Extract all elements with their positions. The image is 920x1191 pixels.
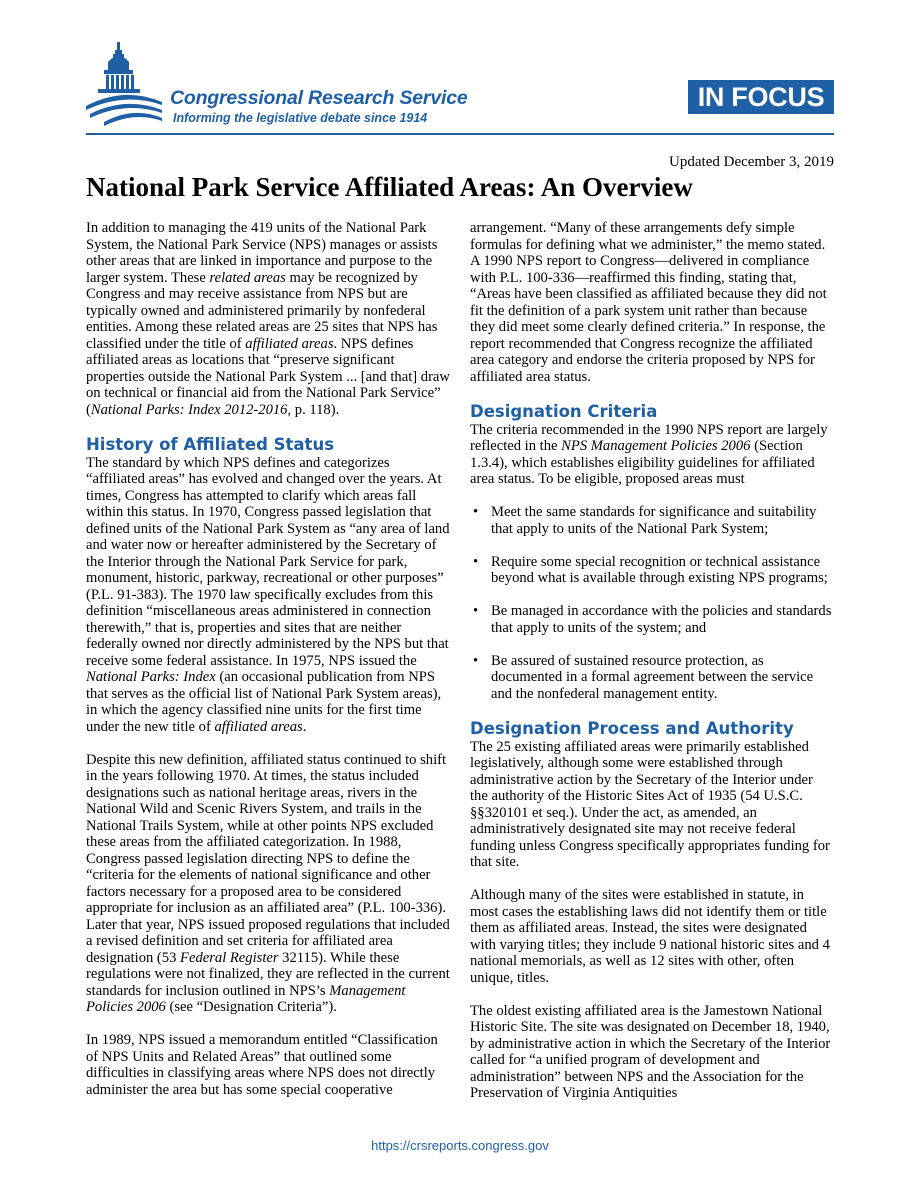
header-rule [86, 133, 834, 135]
history-paragraph-1: The standard by which NPS defines and categorizes “affiliated areas” has evolved and changed over the years. At times, Congress has attempted to clarify which areas fall within this status. In 1970, Congress passed legislation that defined units of the National Park System as “any area of land and water now or hereafter administered by the Secretary of the Interior through the National Park Service for park, monument, historic, parkway, recreational or other purposes” (P.L. 91-383). The 1970 law specifically excludes from this definition “miscellaneous areas administered in connection therewith,” that is, properties and sites that are neither federally owned nor directly administered by the NPS but that receive some federal assistance. In 1975, NPS issued the National Parks: Index (an occasional publication from NPS that serves as the official list of National Park System areas), in which the agency classified nine units for the first time under the new title of affiliated areas. [86, 454, 450, 735]
right-column [470, 220, 834, 1102]
capitol-dome-icon [84, 40, 166, 128]
org-tagline: Informing the legislative debate since 1914 [173, 111, 428, 125]
history-heading: History of Affiliated Status [86, 434, 335, 454]
process-heading: Designation Process and Authority [470, 718, 794, 738]
footer-url-link[interactable]: https://crsreports.congress.gov [371, 1138, 549, 1153]
list-item: • Meet the same standards for significance and suitability that apply to units of the National Park System; [473, 504, 817, 537]
process-paragraph-3: The oldest existing affiliated area is the Jamestown National Historic Site. The site was designated on December 18, 1940, by administrative action in which the Secretary of the Interior called for “a unified program of development and administration” between NPS and the Association for the Preservation of Virginia Antiquities [470, 1002, 831, 1101]
history-paragraph-2: Despite this new definition, affiliated status continued to shift in the years following 1970. At times, the status included designations such as national heritage areas, rivers in the National Wild and Scenic Rivers System, and trails in the National Trails System, while at other points NPS excluded these areas from the affiliated categorization. In 1988, Congress passed legislation directing NPS to define the “criteria for the elements of national significance and other factors necessary for a proposed area to be considered appropriate for inclusion as an affiliated area” (P.L. 100-336). Later that year, NPS issued proposed regulations that included a revised definition and set criteria for affiliated area designation (53 Federal Register 32115). While these regulations were not finalized, they are reflected in the current standards for inclusion outlined in NPS’s Management Policies 2006 (see “Designation Criteria”). [86, 751, 450, 1015]
org-name: Congressional Research Service [170, 87, 468, 109]
left-column [86, 220, 452, 1098]
bullet-icon: • [473, 652, 479, 669]
process-paragraph-2: Although many of the sites were established in statute, in most cases the establishing laws did not identify them or title them as affiliated areas. Instead, the sites were designated with varying titles; they include 9 national historic sites and 4 national memorials, as well as 12 sites with other, often unique, titles. [470, 887, 830, 986]
continued-paragraph: arrangement. “Many of these arrangements defy simple formulas for defining what we administer,” the memo stated. A 1990 NPS report to Congress—delivered in compliance with P.L. 100-336—reaffirmed this finding, stating that, “Areas have been classified as affiliated because they did not fit the definition of a park system unit rather than because they did meet some clearly defined criteria.” In response, the report recommended that Congress recognize the affiliated area category and endorse the criteria proposed by NPS for affiliated area status. [470, 220, 827, 385]
page-title: National Park Service Affiliated Areas: An Overview [86, 172, 693, 202]
bullet-icon: • [473, 603, 479, 619]
updated-date: Updated December 3, 2019 [669, 154, 834, 170]
bullet-icon: • [473, 504, 479, 520]
history-paragraph-3: In 1989, NPS issued a memorandum entitled “Classification of NPS Units and Related Areas” that outlined some difficulties in classifying areas where NPS does not directly administer the area but has some special cooperative [86, 1032, 438, 1098]
list-item: • Be managed in accordance with the policies and standards that apply to units of the system; and [473, 603, 832, 636]
criteria-heading: Designation Criteria [470, 401, 658, 421]
list-item: • Be assured of sustained resource protection, as documented in a formal agreement between the service and the nonfederal management entity. [473, 652, 814, 702]
intro-paragraph: In addition to managing the 419 units of the National Park System, the National Park Service (NPS) manages or assists other areas that are linked in importance and purpose to the larger system. These related areas may be recognized by Congress and may receive assistance from NPS but are typically owned and administered primarily by nonfederal entities. Among these related areas are 25 sites that NPS has classified under the title of affiliated areas. NPS defines affiliated areas as locations that “preserve significant properties outside the National Park System ... [and that] draw on technical or financial aid from the National Park Service” (National Parks: Index 2012-2016, p. 118). [86, 220, 450, 418]
process-paragraph-1: The 25 existing affiliated areas were primarily established legislatively, although some were established through administrative action by the Secretary of the Interior under the authority of the Historic Sites Act of 1935 (54 U.S.C. §§320101 et seq.). Under the act, as amended, an administratively designated site may not receive federal funding unless Congress specifically appropriates funding for that site. [470, 738, 830, 870]
in-focus-badge: IN FOCUS [688, 80, 834, 114]
criteria-paragraph: The criteria recommended in the 1990 NPS report are largely reflected in the NPS Management Policies 2006 (Section 1.3.4), which establishes eligibility guidelines for affiliated area status. To be eligible, proposed areas must [470, 421, 828, 487]
criteria-list [470, 504, 834, 702]
list-item: • Require some special recognition or technical assistance beyond what is available through existing NPS programs; [473, 553, 828, 586]
bullet-icon: • [473, 553, 479, 570]
